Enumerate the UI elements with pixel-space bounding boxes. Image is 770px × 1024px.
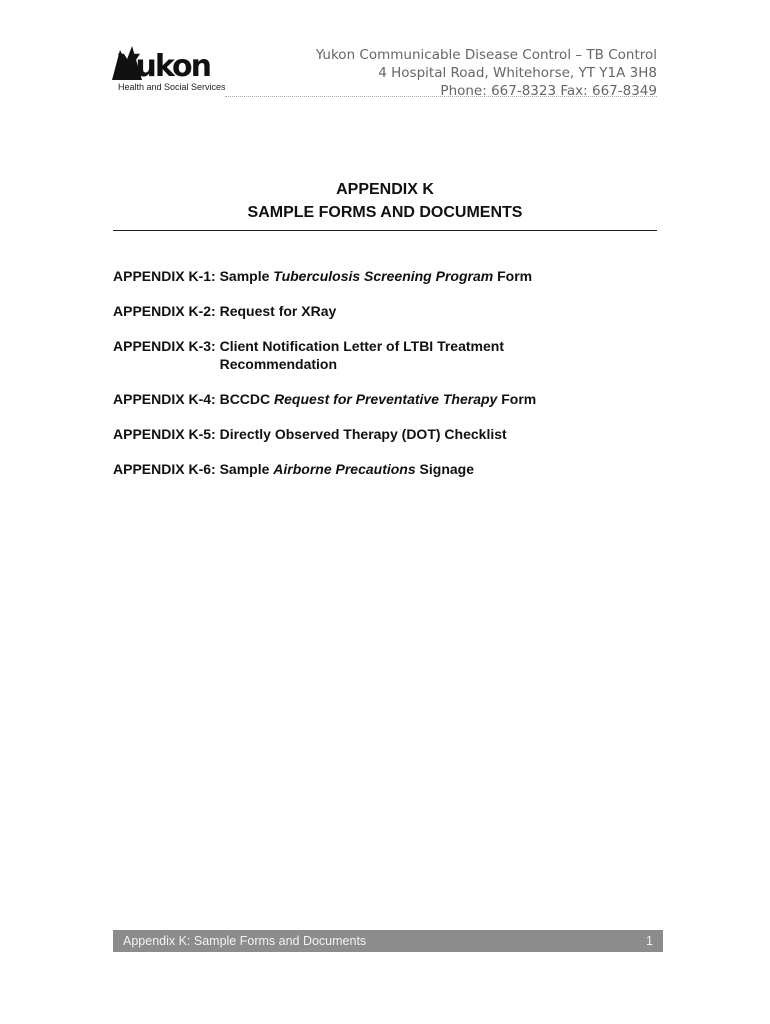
page-footer (113, 930, 663, 952)
yukon-logo (110, 44, 226, 96)
appendix-item-k5 (113, 425, 673, 443)
address-line: 4 Hospital Road, Whitehorse, YT Y1A 3H8 (378, 65, 657, 81)
appendix-title: BCCDC Request for Preventative Therapy Form (219, 391, 537, 407)
appendix-code: APPENDIX K-4: (113, 391, 220, 407)
appendix-code: APPENDIX K-2: (113, 303, 220, 319)
header-contact-block (316, 46, 657, 100)
page-title (113, 178, 657, 224)
appendix-list (113, 267, 673, 495)
appendix-item-k4 (113, 390, 673, 408)
appendix-code: APPENDIX K-6: (113, 461, 220, 477)
logo-subtitle: Health and Social Services (118, 82, 226, 92)
appendix-title: Directly Observed Therapy (DOT) Checklist (219, 426, 507, 442)
appendix-code: APPENDIX K-3: (113, 338, 220, 354)
logo-wordmark: Yukon (118, 49, 211, 84)
appendix-title: Sample Tuberculosis Screening Program Form (219, 268, 533, 284)
appendix-title: Request for XRay (219, 303, 337, 319)
org-line: Yukon Communicable Disease Control – TB Control (315, 47, 657, 63)
appendix-item-k3 (113, 337, 673, 373)
appendix-item-k6 (113, 460, 673, 478)
phone-line: Phone: 667-8323 Fax: 667-8349 (440, 83, 657, 99)
appendix-code: APPENDIX K-5: (113, 426, 220, 442)
title-line-1: APPENDIX K (336, 181, 434, 198)
appendix-title: Sample Airborne Precautions Signage (219, 461, 475, 477)
appendix-item-k1 (113, 267, 673, 285)
appendix-title: Client Notification Letter of LTBI Treatment Recommendation (219, 338, 504, 372)
page-number: 1 (646, 934, 653, 948)
title-line-2: SAMPLE FORMS AND DOCUMENTS (247, 204, 523, 221)
footer-title: Appendix K: Sample Forms and Documents (123, 934, 367, 948)
appendix-code: APPENDIX K-1: (113, 268, 220, 284)
header-divider (225, 96, 657, 97)
appendix-item-k2 (113, 302, 673, 320)
title-divider (113, 230, 657, 231)
